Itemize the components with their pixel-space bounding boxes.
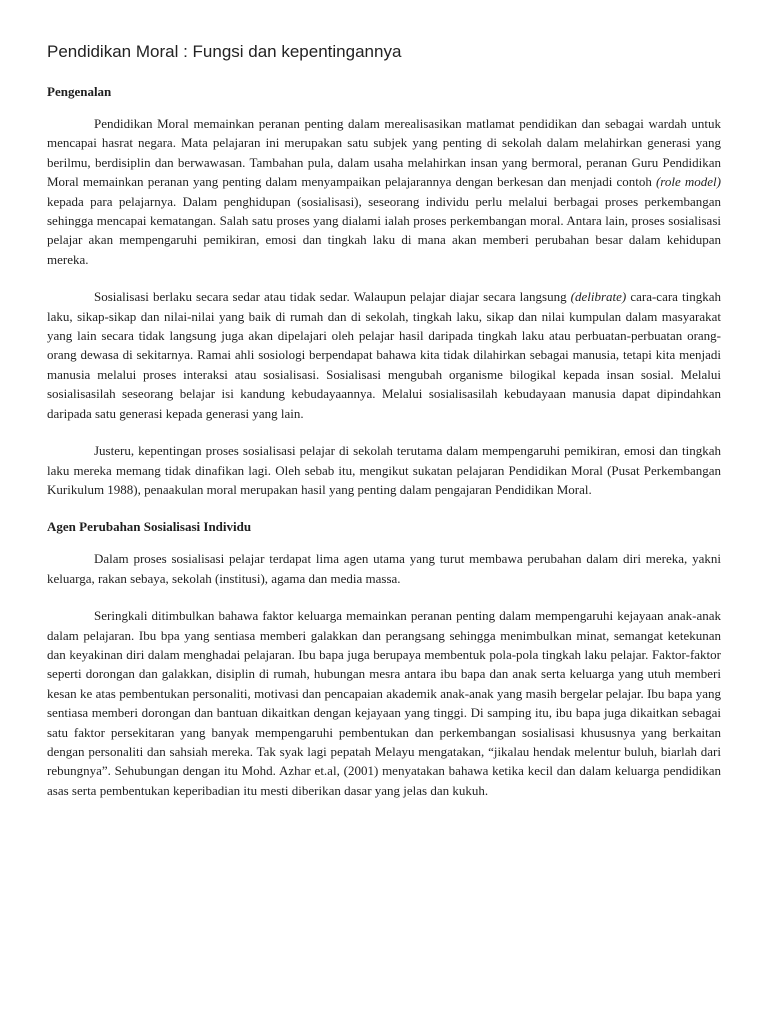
italic-term: (delibrate) bbox=[570, 289, 627, 305]
paragraph-intro-3: Justeru, kepentingan proses sosialisasi pelajar di sekolah terutama dalam mempengaruhi pemikiran, emosi dan tingkah laku mereka memang tidak dinafikan lagi. Oleh sebab itu, mengikut sukatan pelajaran Pendidikan Moral (Pusat Perkembangan Kurikulum 1988), penaakulan moral merupakan hasil yang penting dalam pengajaran Pendidikan Moral. bbox=[47, 443, 721, 497]
section-heading-pengenalan: Pengenalan bbox=[47, 84, 112, 99]
paragraph-text: Sosialisasi berlaku secara sedar atau tidak sedar. Walaupun pelajar diajar secara langsung bbox=[94, 289, 571, 305]
paragraph-text: kepada para pelajarnya. Dalam penghidupan (sosialisasi), seseorang individu perlu melalui berbagai proses perkembangan sehingga mencapai kematangan. Salah satu proses yang dialami ialah proses perkembangan moral. Antara lain, proses sosialisasi pelajar akan mempengaruhi pemikiran, emosi dan tingkah laku di mana akan memberi perubahan besar dalam kehidupan mereka. bbox=[47, 193, 721, 267]
paragraph-intro-2 bbox=[47, 287, 721, 423]
paragraph-text: Pendidikan Moral memainkan peranan penting dalam merealisasikan matlamat pendidikan dan sebagai wardah untuk mencapai hasrat negara. Mata pelajaran ini merupakan satu subjek yang penting di sekolah dalam melahirkan generasi yang berilmu, berdisiplin dan berwawasan. Tambahan pula, dalam usaha melahirkan insan yang bermoral, peranan Guru Pendidikan Moral memainkan peranan yang penting dalam menyampaikan pelajarannya dengan berkesan dan menjadi contoh bbox=[47, 116, 721, 190]
italic-term: (role model) bbox=[655, 174, 721, 190]
paragraph-intro-1 bbox=[47, 114, 721, 269]
paragraph-agen-1: Dalam proses sosialisasi pelajar terdapat lima agen utama yang turut membawa perubahan dalam diri mereka, yakni keluarga, rakan sebaya, sekolah (institusi), agama dan media massa. bbox=[47, 551, 721, 586]
paragraph-agen-2: Seringkali ditimbulkan bahawa faktor keluarga memainkan peranan penting dalam mempengaruhi kejayaan anak-anak dalam pelajaran. Ibu bpa yang sentiasa memberi galakkan dan perangsang sehingga menimbulkan minat, semangat ketekunan dan keyakinan diri dalam menghadai pelajaran. Ibu bapa juga berupaya membentuk pola-pola tingkah laku pelajar. Faktor-faktor seperti dorongan dan galakkan, disiplin di rumah, hubungan mesra antara ibu bapa dan anak serta keluarga yang utuh memberi kesan ke atas pembentukan personaliti, motivasi dan pencapaian akademik anak-anak yang masih bergelar pelajar. Ibu bapa yang sentiasa memberi dorongan dan bantuan dikaitkan dengan kejayaan yang tinggi. Di samping itu, ibu bapa juga dikaitkan sebagai satu faktor persekitaran yang banyak mempengaruhi pembentukan dan perkembangan sosialisasi khususnya yang berkaitan dengan personaliti dan sahsiah mereka. Tak syak lagi pepatah Melayu mengatakan, “jikalau hendak melentur buluh, biarlah dari rebungnya”. Sehubungan dengan itu Mohd. Azhar et.al, (2001) menyatakan bahawa ketika kecil dan dalam keluarga pendidikan asas serta pembentukan keperibadian itu mesti diberikan dasar yang jelas dan kukuh. bbox=[47, 608, 721, 798]
paragraph-text: cara-cara tingkah laku, sikap-sikap dan nilai-nilai yang baik di rumah dan di sekolah, tingkah laku, sikap dan nilai kumpulan dalam masyarakat yang lain secara tidak langsung juga akan dipelajari oleh pelajar hasil daripada tingkah laku atau perbuatan-perbuatan orang-orang dewasa di sekitarnya. Ramai ahli sosiologi berpendapat bahawa kita tidak dilahirkan sebagai manusia, tetapi kita menjadi manusia melalui proses interaksi atau sosialisasi. Sosialisasi mengubah organisme bilogikal kepada insan sosial. Melalui sosialisasilah seseorang belajar isi kandung kebudayaannya. Melalui sosialisasilah kebudayaan manusia dapat dipindahkan daripada satu generasi kepada generasi yang lain. bbox=[47, 289, 721, 421]
section-heading-agen-perubahan: Agen Perubahan Sosialisasi Individu bbox=[47, 519, 252, 535]
document-title: Pendidikan Moral : Fungsi dan kepentingannya bbox=[47, 42, 402, 61]
